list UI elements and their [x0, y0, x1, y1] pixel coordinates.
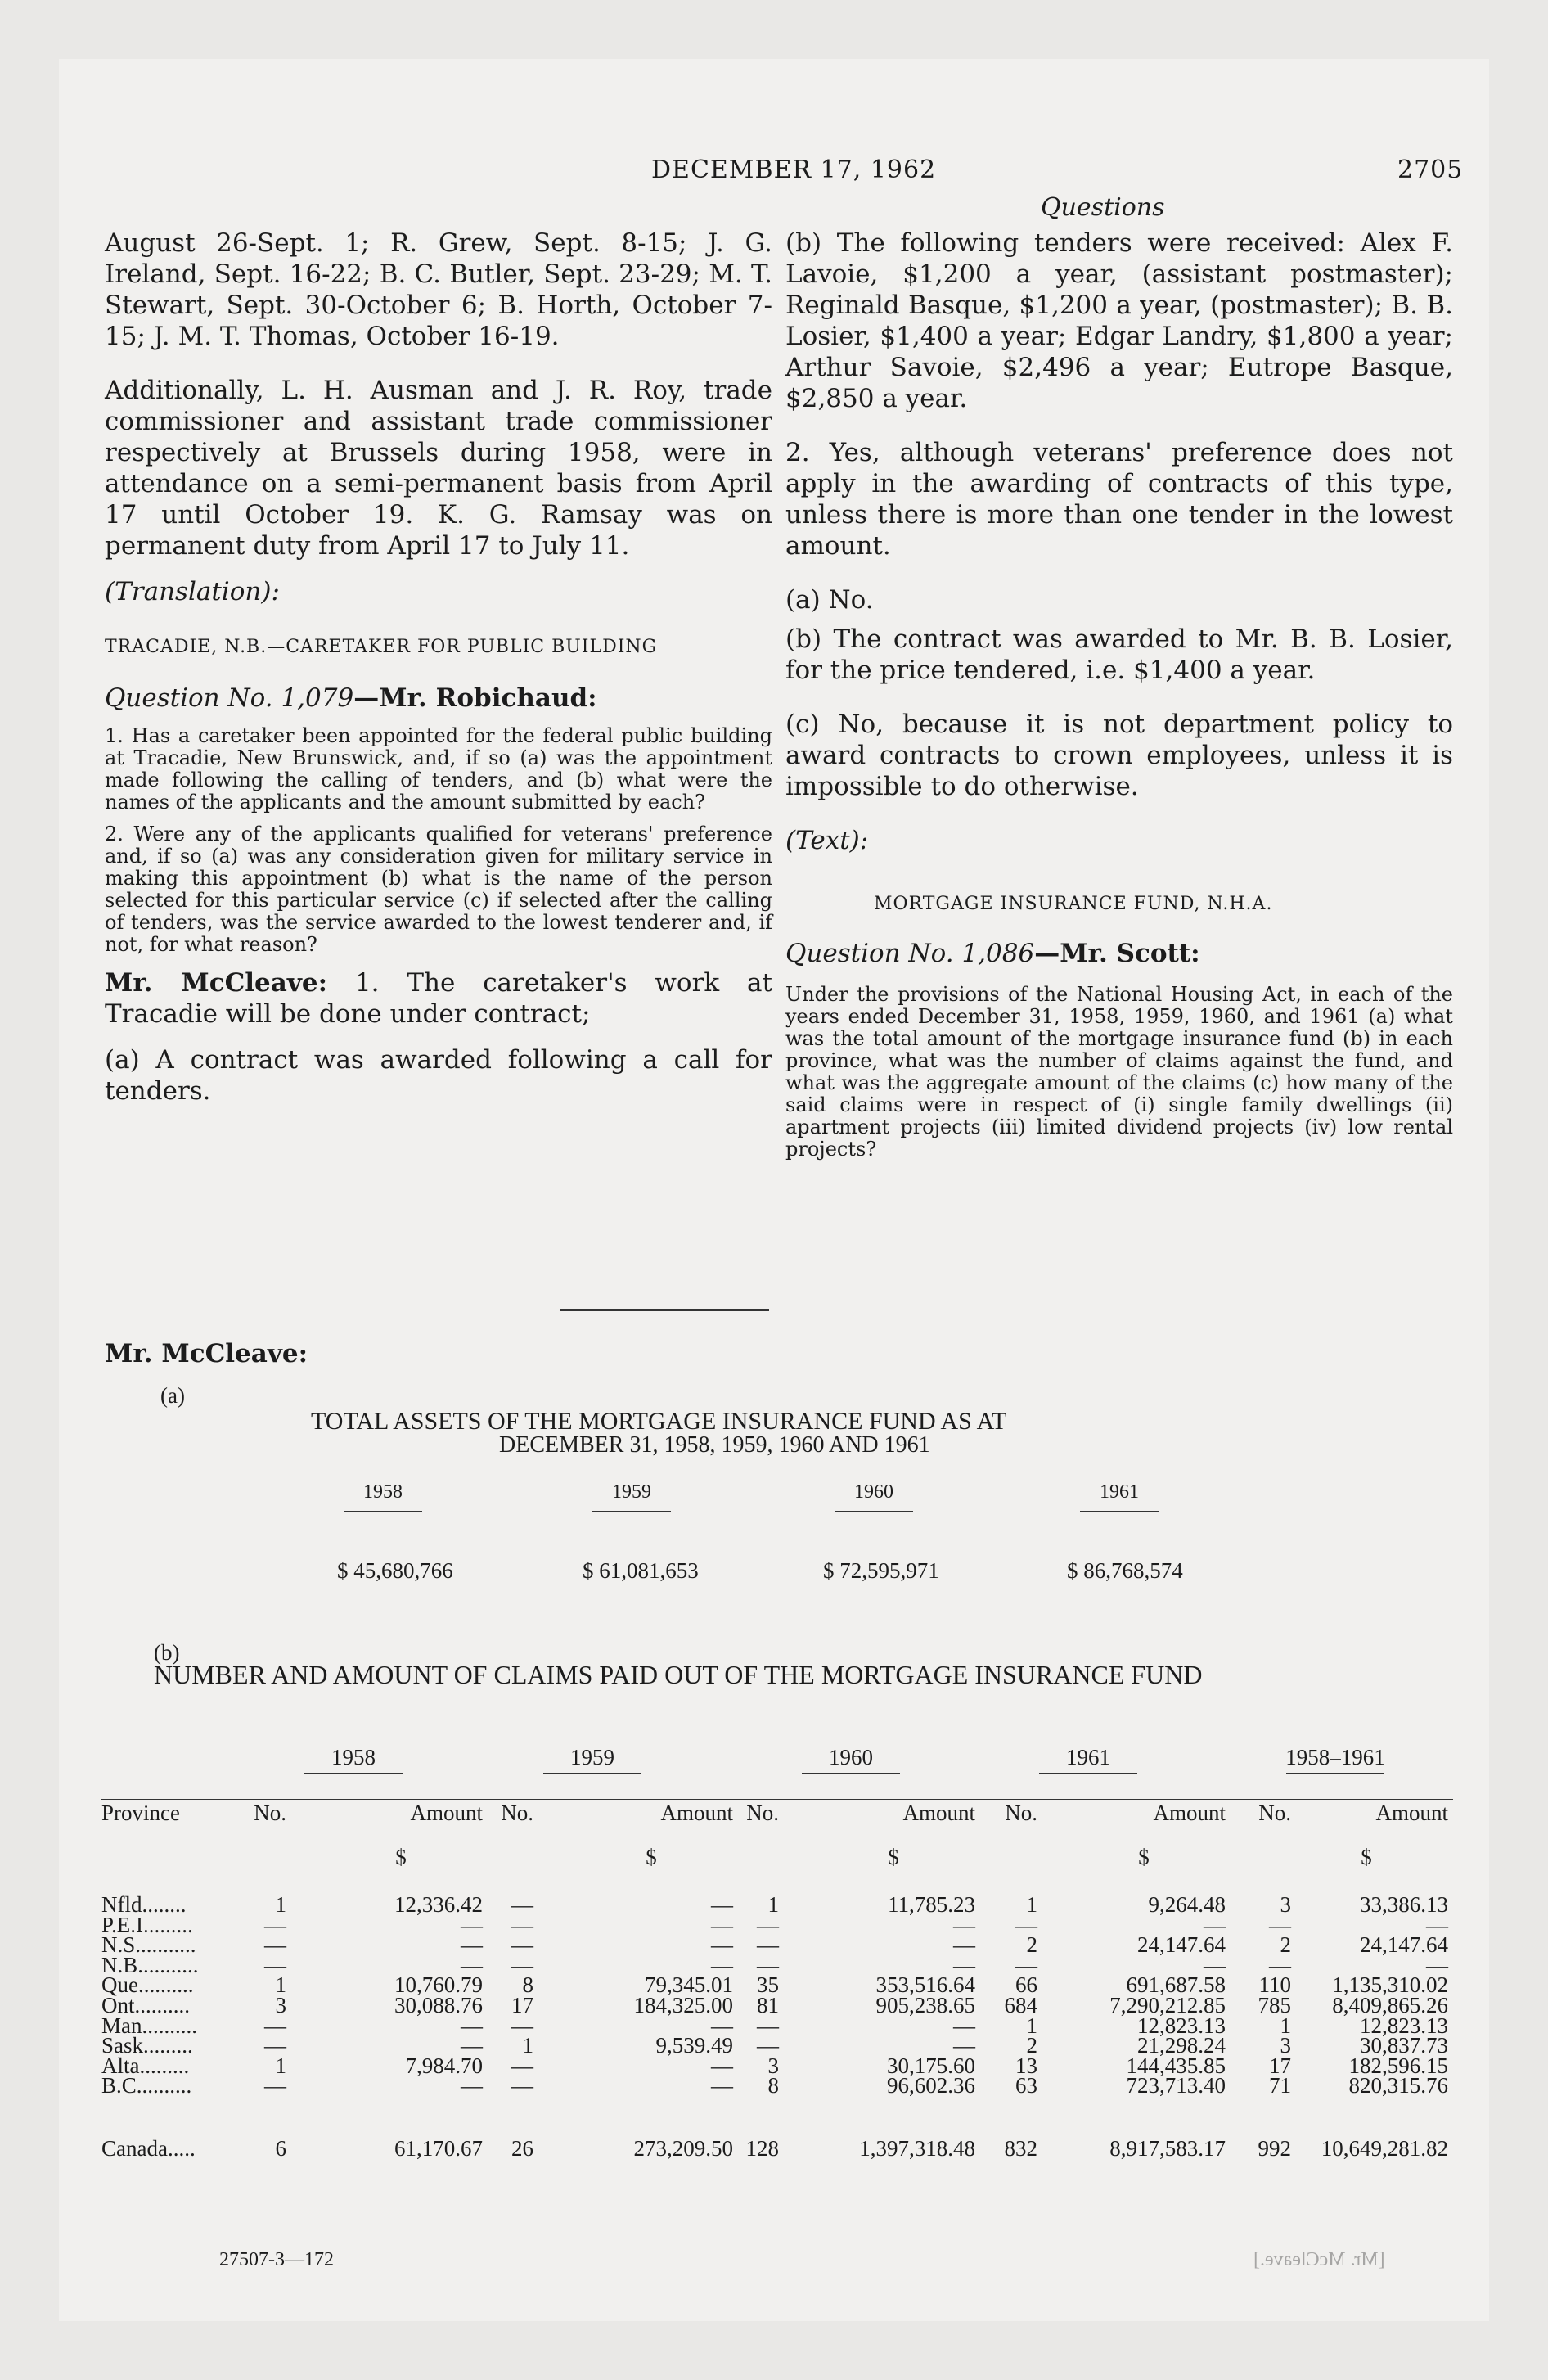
claim-amount: 10,760.79	[394, 1972, 483, 1998]
table-a-value: $ 72,595,971	[823, 1558, 939, 1583]
claim-count: —	[757, 2013, 779, 2038]
claim-amount: 21,298.24	[1137, 2033, 1226, 2058]
claim-amount: 7,290,212.85	[1109, 1993, 1226, 2017]
table-b-year: 1958	[331, 1745, 376, 1769]
year-underline	[802, 1773, 900, 1774]
claim-amount: 12,823.13	[1360, 2013, 1448, 2038]
dollar-sign: $	[888, 1845, 899, 1869]
claim-amount: —	[953, 2033, 975, 2058]
claim-count: 26	[511, 2136, 533, 2161]
claim-amount: —	[461, 1912, 483, 1937]
claim-count: —	[757, 2033, 779, 2058]
province-name: Man..........	[101, 2013, 197, 2038]
table-b-year: 1960	[829, 1745, 873, 1769]
claim-count: 785	[1258, 1993, 1291, 2017]
bleed-through-text: [Mr. McCleave.]	[1253, 2249, 1385, 2270]
claim-count: —	[757, 1912, 779, 1937]
claim-count: —	[1015, 1952, 1037, 1977]
claim-count: 8	[522, 1972, 533, 1998]
province-name: N.S...........	[101, 1932, 196, 1958]
claim-count: 1	[522, 2033, 533, 2058]
claim-amount: 33,386.13	[1360, 1892, 1448, 1917]
table-b-year: 1959	[570, 1745, 614, 1769]
question-part-1: 1. Has a caretaker been appointed for the federal public building at Tracadie, New Brunswick, and, if so (a) was the appointment made following the calling of tenders, and (b) what were the names of the applicants and the amount submitted by each?	[105, 724, 772, 814]
year-underline	[543, 1773, 641, 1774]
answer-a-no: (a) No.	[785, 585, 874, 615]
claim-amount: —	[461, 2073, 483, 2098]
table-a-year: 1958	[363, 1481, 403, 1503]
claim-count: —	[264, 2073, 286, 2098]
question-part-2: 2. Were any of the applicants qualified for veterans' preference and, if so (a) was any consideration given for military service in making this appointment (b) what is the name of the person selected for this particular service (c) if selected after the calling of tenders, was the service awarded to the lowest tenderer and, if not, for what reason?	[105, 823, 772, 956]
claim-count: —	[757, 1952, 779, 1977]
claim-amount: —	[1426, 1952, 1448, 1977]
claim-count: —	[1015, 1912, 1037, 1937]
claim-count: 1	[1280, 2013, 1291, 2038]
no-column-header: No.	[1005, 1801, 1037, 1825]
claim-count: 35	[757, 1972, 779, 1998]
claim-count: 684	[1004, 1993, 1037, 2017]
claim-count: —	[1269, 1952, 1291, 1977]
claim-count: 3	[1280, 2033, 1291, 2058]
claim-count: 3	[1280, 1892, 1291, 1917]
claim-amount: 691,687.58	[1126, 1972, 1226, 1998]
claim-count: 6	[275, 2136, 286, 2161]
dollar-sign: $	[395, 1845, 407, 1869]
no-column-header: No.	[1258, 1801, 1291, 1825]
claim-count: 1	[275, 1892, 286, 1917]
page-number: 2705	[1397, 156, 1464, 184]
translation-label: (Translation):	[105, 577, 280, 606]
department-policy: (c) No, because it is not department policy to award contracts to crown employees, unless it is impossible to do otherwise.	[785, 710, 1453, 801]
page	[59, 59, 1489, 2321]
claim-amount: 11,785.23	[888, 1892, 975, 1917]
claim-amount: 184,325.00	[633, 1993, 733, 2017]
claim-amount: 820,315.76	[1348, 2073, 1448, 2098]
contract-awarded: (b) The contract was awarded to Mr. B. B. Losier, for the price tendered, i.e. $1,400 a year.	[785, 624, 1453, 685]
province-name: B.C..........	[101, 2073, 192, 2098]
question-label: Question No. 1,079	[105, 683, 354, 713]
claim-amount: 24,147.64	[1360, 1932, 1448, 1958]
tracadie-heading: TRACADIE, N.B.—CARETAKER FOR PUBLIC BUILDING	[105, 637, 658, 657]
claim-amount: —	[461, 2033, 483, 2058]
claim-amount: —	[711, 1952, 733, 1977]
table-a-year: 1961	[1100, 1481, 1139, 1503]
table-b-year: 1958–1961	[1285, 1745, 1385, 1769]
province-column-header: Province	[101, 1801, 180, 1825]
claim-amount: —	[1426, 1912, 1448, 1937]
claim-count: 128	[745, 2136, 779, 2161]
claim-count: —	[264, 2033, 286, 2058]
tenders-received: (b) The following tenders were received: Alex F. Lavoie, $1,200 a year, (assistant postmaster); Reginald Basque, $1,200 a year, (postmaster); B. B. Losier, $1,400 a year; Edgar Landry, $1,800 a year; Arthur Savoie, $2,496 a year; Eutrope Basque, $2,850 a year.	[785, 228, 1453, 413]
mcCleave-answer-heading: Mr. McCleave:	[105, 1339, 308, 1368]
veterans-preference: 2. Yes, although veterans' preference does not apply in the awarding of contracts of this type, unless there is more than one tender in the lowest amount.	[785, 438, 1453, 561]
table-a-title-line-1: TOTAL ASSETS OF THE MORTGAGE INSURANCE FUND AS AT	[311, 1408, 1007, 1435]
claim-count: —	[511, 1952, 533, 1977]
claim-amount: 7,984.70	[405, 2053, 483, 2078]
province-name: Sask.........	[101, 2033, 193, 2058]
claim-count: 3	[275, 1993, 286, 2017]
claim-amount: 12,823.13	[1137, 2013, 1226, 2038]
table-a-value: $ 45,680,766	[337, 1558, 453, 1583]
dollar-sign: $	[646, 1845, 657, 1869]
claim-count: 3	[767, 2053, 779, 2078]
claim-amount: 30,088.76	[394, 1993, 483, 2017]
claim-amount: 353,516.64	[875, 1972, 975, 1998]
claim-amount: 9,539.49	[655, 2033, 733, 2058]
claim-amount: —	[461, 2013, 483, 2038]
claim-amount: —	[953, 2013, 975, 2038]
table-b-year: 1961	[1066, 1745, 1110, 1769]
no-column-header: No.	[254, 1801, 286, 1825]
claim-amount: 12,336.42	[394, 1892, 483, 1917]
claim-count: 992	[1258, 2136, 1291, 2161]
claim-amount: 9,264.48	[1148, 1892, 1226, 1917]
claim-amount: 24,147.64	[1137, 1932, 1226, 1958]
intro-paragraph: August 26-Sept. 1; R. Grew, Sept. 8-15; J. G. Ireland, Sept. 16-22; B. C. Butler, Sept. 23-29; M. T. Stewart, Sept. 30-October 6; B. Horth, October 7-15; J. M. T. Thomas, October 16-19.	[105, 228, 772, 351]
claim-amount: 30,175.60	[887, 2053, 975, 2078]
claims-table	[59, 59, 1489, 2321]
claim-amount: —	[711, 1912, 733, 1937]
claim-count: 8	[767, 2073, 779, 2098]
answer-speaker: Mr. McCleave:	[105, 968, 328, 998]
claim-count: 110	[1258, 1972, 1291, 1998]
table-a-value: $ 61,081,653	[583, 1558, 699, 1583]
claim-count: 832	[1004, 2136, 1037, 2161]
claim-amount: —	[711, 2073, 733, 2098]
mortgage-heading: MORTGAGE INSURANCE FUND, N.H.A.	[874, 894, 1273, 914]
claim-count: —	[511, 1892, 533, 1917]
table-a-year: 1960	[854, 1481, 893, 1503]
claim-amount: —	[461, 1952, 483, 1977]
additionally-paragraph: Additionally, L. H. Ausman and J. R. Roy, trade commissioner and assistant trade commissioner respectively at Brussels during 1958, were in attendance on a semi-permanent basis from April 17 until October 19. K. G. Ramsay was on permanent duty from April 17 to July 11.	[105, 376, 772, 561]
question-member: —Mr. Scott:	[1034, 939, 1200, 968]
claim-amount: —	[711, 1932, 733, 1958]
table-b-header-rule	[101, 1799, 1453, 1800]
claim-count: —	[511, 2073, 533, 2098]
section-title: Questions	[1041, 193, 1165, 222]
claim-count: —	[264, 1952, 286, 1977]
claim-amount: 144,435.85	[1126, 2053, 1226, 2078]
answer-text: 1. The caretaker's work at Tracadie will be done under contract;	[105, 968, 773, 1029]
claim-amount: —	[711, 1892, 733, 1917]
claim-count: 63	[1015, 2073, 1037, 2098]
amount-column-header: Amount	[1153, 1801, 1226, 1825]
province-name: Canada.....	[101, 2136, 196, 2161]
claim-amount: 8,409,865.26	[1332, 1993, 1448, 2017]
dollar-sign: $	[1138, 1845, 1150, 1869]
province-name: Alta.........	[101, 2053, 190, 2078]
claim-amount: 723,713.40	[1126, 2073, 1226, 2098]
amount-column-header: Amount	[410, 1801, 483, 1825]
claim-count: 81	[757, 1993, 779, 2017]
province-name: Ont..........	[101, 1993, 190, 2017]
claim-amount: 8,917,583.17	[1109, 2136, 1226, 2161]
claim-count: —	[511, 1932, 533, 1958]
claim-count: —	[511, 2053, 533, 2078]
claim-count: 2	[1026, 2033, 1037, 2058]
claim-amount: —	[1204, 1952, 1226, 1977]
print-code: 27507-3—172	[219, 2249, 334, 2270]
no-column-header: No.	[501, 1801, 533, 1825]
claim-amount: 905,238.65	[875, 1993, 975, 2017]
amount-column-header: Amount	[1375, 1801, 1448, 1825]
claim-amount: —	[1204, 1912, 1226, 1937]
page-date: DECEMBER 17, 1962	[651, 156, 937, 184]
claim-amount: 1,397,318.48	[859, 2136, 975, 2161]
province-name: N.B...........	[101, 1952, 199, 1977]
claim-amount: —	[953, 1912, 975, 1937]
claim-amount: —	[953, 1932, 975, 1958]
claim-count: —	[264, 1912, 286, 1937]
claim-count: —	[264, 2013, 286, 2038]
claim-count: 1	[1026, 2013, 1037, 2038]
claim-count: 66	[1015, 1972, 1037, 1998]
claim-amount: 30,837.73	[1360, 2033, 1448, 2058]
claim-amount: —	[461, 1932, 483, 1958]
amount-column-header: Amount	[902, 1801, 975, 1825]
claim-count: —	[511, 2013, 533, 2038]
province-name: Que..........	[101, 1972, 194, 1998]
claim-count: 17	[511, 1993, 533, 2017]
no-column-header: No.	[746, 1801, 779, 1825]
table-a-title-line-2: DECEMBER 31, 1958, 1959, 1960 AND 1961	[499, 1432, 930, 1458]
claim-count: 71	[1269, 2073, 1291, 2098]
text-label: (Text):	[785, 826, 869, 855]
question-text: Under the provisions of the National Housing Act, in each of the years ended December 31, 1958, 1959, 1960, and 1961 (a) what was the total amount of the mortgage insurance fund (b) in each province, what was the number of claims against the fund, and what was the aggregate amount of the claims (c) how many of the said claims were in respect of (i) single family dwellings (ii) apartment projects (iii) limited dividend projects (iv) low rental projects?	[785, 983, 1453, 1161]
claim-amount: 1,135,310.02	[1332, 1972, 1448, 1998]
claim-count: 1	[275, 1972, 286, 1998]
claim-count: 2	[1026, 1932, 1037, 1958]
year-underline	[304, 1773, 403, 1774]
table-a-year: 1959	[612, 1481, 651, 1503]
table-a-value: $ 86,768,574	[1067, 1558, 1183, 1583]
table-a-label: (a)	[160, 1383, 185, 1408]
claim-count: 2	[1280, 1932, 1291, 1958]
province-name: P.E.I.........	[101, 1912, 193, 1937]
claim-amount: 96,602.36	[887, 2073, 975, 2098]
province-name: Nfld........	[101, 1892, 187, 1917]
claim-amount: —	[711, 2013, 733, 2038]
claim-amount: 273,209.50	[633, 2136, 733, 2161]
claim-count: —	[757, 1932, 779, 1958]
claim-count: 13	[1015, 2053, 1037, 2078]
claim-amount: 79,345.01	[645, 1972, 733, 1998]
question-member: —Mr. Robichaud:	[353, 683, 597, 713]
claim-amount: —	[953, 1952, 975, 1977]
claim-count: 17	[1269, 2053, 1291, 2078]
dollar-sign: $	[1361, 1845, 1372, 1869]
claim-count: —	[1269, 1912, 1291, 1937]
claim-count: 1	[275, 2053, 286, 2078]
claim-amount: 182,596.15	[1348, 2053, 1448, 2078]
claim-count: 1	[767, 1892, 779, 1917]
claim-amount: 10,649,281.82	[1321, 2136, 1448, 2161]
claim-amount: —	[711, 2053, 733, 2078]
year-underline	[1039, 1773, 1137, 1774]
claim-count: —	[264, 1932, 286, 1958]
claim-count: 1	[1026, 1892, 1037, 1917]
amount-column-header: Amount	[660, 1801, 733, 1825]
claim-amount: 61,170.67	[394, 2136, 483, 2161]
answer-a: (a) A contract was awarded following a call for tenders.	[105, 1045, 772, 1106]
year-underline	[1286, 1773, 1384, 1774]
table-b-title: NUMBER AND AMOUNT OF CLAIMS PAID OUT OF THE MORTGAGE INSURANCE FUND	[154, 1660, 1203, 1689]
question-label: Question No. 1,086	[785, 939, 1035, 968]
table-b-label: (b)	[154, 1640, 180, 1665]
claim-count: —	[511, 1912, 533, 1937]
